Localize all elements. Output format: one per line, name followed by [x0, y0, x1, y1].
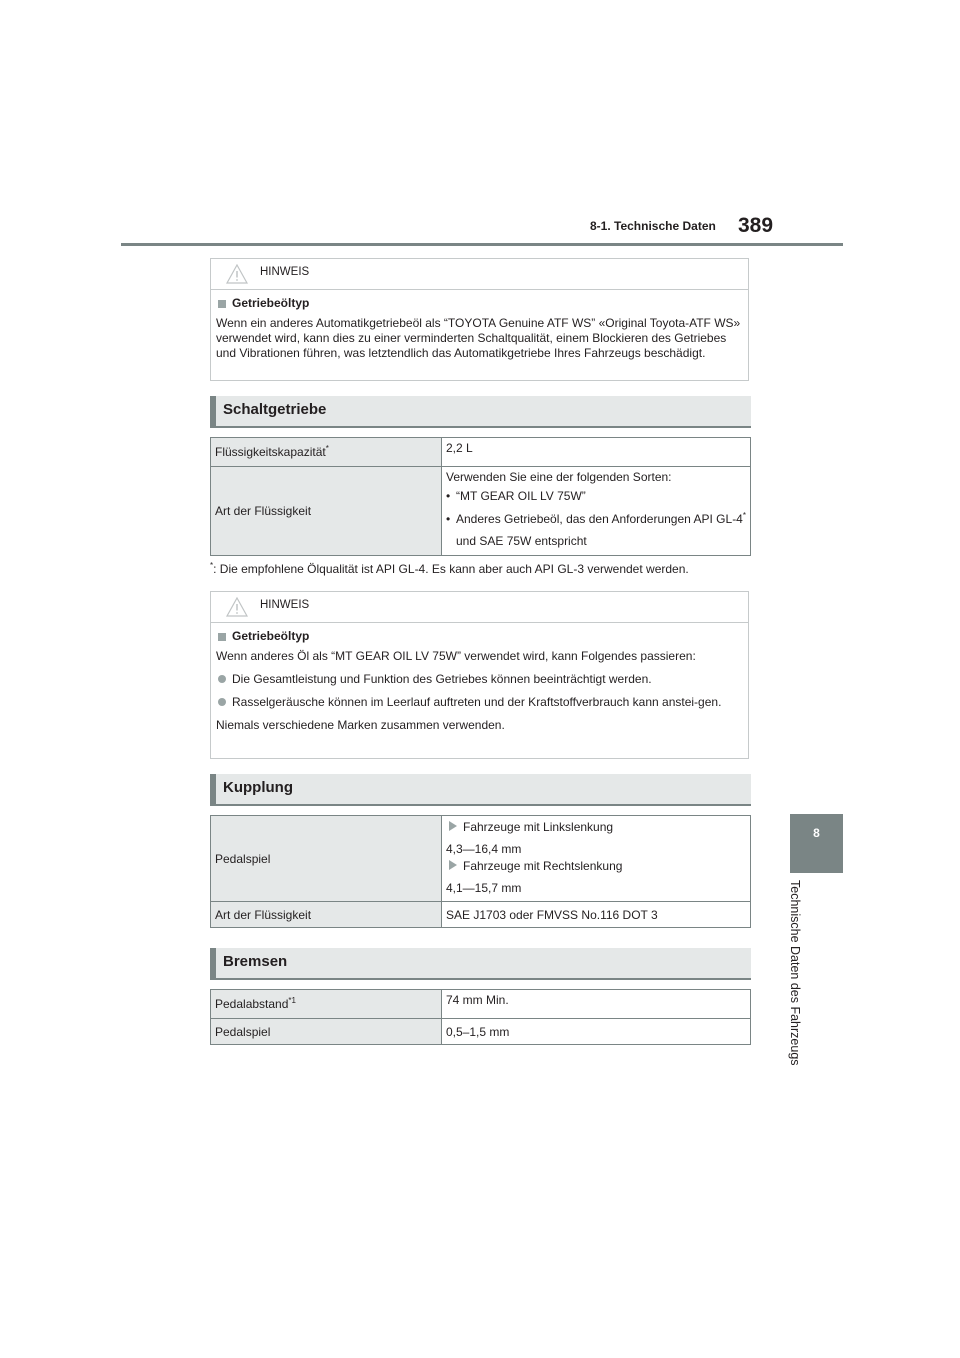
table-key: Pedalspiel	[211, 816, 442, 902]
table-value: 0,5–1,5 mm	[442, 1019, 751, 1045]
circle-bullet-icon	[218, 675, 226, 683]
table-key: Flüssigkeitskapazität*	[211, 438, 442, 467]
section-title: Schaltgetriebe	[223, 401, 327, 418]
table-value	[442, 816, 751, 902]
table-value: 2,2 L	[442, 438, 751, 467]
section-heading-kupplung	[210, 774, 751, 806]
arrow-right-icon	[449, 821, 457, 831]
section-reference: 8-1. Technische Daten	[590, 219, 716, 233]
notice-box-mt-oil	[210, 591, 749, 759]
list-item: Rasselgeräusche können im Leerlauf auftreten und der Kraftstoffverbrauch kann anstei-gen.	[216, 695, 743, 710]
section-title: Kupplung	[223, 779, 293, 796]
notice-header	[211, 259, 748, 290]
lhd-label: Fahrzeuge mit Linkslenkung	[446, 819, 746, 836]
warning-triangle-icon	[226, 597, 248, 617]
spec-table-bremsen	[210, 989, 751, 1045]
square-bullet-icon	[218, 300, 226, 308]
chapter-number: 8	[813, 826, 820, 840]
table-key: Pedalspiel	[211, 1019, 442, 1045]
spec-table-kupplung	[210, 815, 751, 928]
list-item: • “MT GEAR OIL LV 75W”	[446, 489, 586, 503]
table-value: 74 mm Min.	[442, 990, 751, 1019]
chapter-tab[interactable]	[790, 814, 843, 873]
notice-closing: Niemals verschiedene Marken zusammen verwenden.	[216, 718, 505, 732]
list-item: • Anderes Getriebeöl, das den Anforderungen API GL-4* und SAE 75W entspricht	[446, 511, 746, 548]
rhd-label: Fahrzeuge mit Rechtslenkung	[446, 858, 746, 875]
rhd-value: 4,1—15,7 mm	[446, 881, 522, 895]
table-row	[211, 990, 751, 1019]
page-number: 389	[738, 214, 774, 237]
fluid-intro: Verwenden Sie eine der folgenden Sorten:	[446, 470, 672, 484]
table-key: Pedalabstand$^{*1}$	[211, 990, 442, 1019]
square-bullet-icon	[218, 633, 226, 641]
table-row	[211, 467, 751, 556]
header-divider	[121, 243, 843, 246]
chapter-title: Technische Daten des Fahrzeugs	[788, 880, 802, 1066]
footnote: *: Die empfohlene Ölqualität ist API GL-4. Es kann aber auch API GL-3 verwendet werden.	[210, 561, 689, 576]
table-value	[442, 467, 751, 556]
section-heading-schaltgetriebe	[210, 396, 751, 428]
table-value: SAE J1703 oder FMVSS No.116 DOT 3	[442, 902, 751, 928]
notice-subheading: Getriebeöltyp	[232, 296, 310, 310]
table-row	[211, 438, 751, 467]
notice-title: HINWEIS	[260, 599, 310, 611]
arrow-right-icon	[449, 860, 457, 870]
section-title: Bremsen	[223, 953, 288, 970]
warning-triangle-icon	[226, 264, 248, 284]
notice-text: Wenn ein anderes Automatikgetriebeöl als “TOYOTA Genuine ATF WS” «Original Toyota-ATF WS» verwendet wird, kann dies zu einer verminderten Schaltqualität, einem Blockieren des Getriebes und Vibrationen führen, was letztendlich das Automatikgetriebe Ihres Fahrzeugs beschädigt.	[216, 316, 741, 360]
table-row	[211, 1019, 751, 1045]
notice-header	[211, 592, 748, 623]
circle-bullet-icon	[218, 698, 226, 706]
table-key: Art der Flüssigkeit	[211, 467, 442, 556]
notice-subheading: Getriebeöltyp	[232, 629, 310, 643]
section-heading-bremsen	[210, 948, 751, 980]
spec-table-schaltgetriebe	[210, 437, 751, 556]
notice-box-atf	[210, 258, 749, 381]
notice-title: HINWEIS	[260, 266, 310, 278]
table-row	[211, 816, 751, 902]
table-row	[211, 902, 751, 928]
table-key: Art der Flüssigkeit	[211, 902, 442, 928]
lhd-value: 4,3—16,4 mm	[446, 842, 522, 856]
notice-intro: Wenn anderes Öl als “MT GEAR OIL LV 75W” verwendet wird, kann Folgendes passieren:	[216, 649, 696, 663]
list-item: Die Gesamtleistung und Funktion des Getriebes können beeinträchtigt werden.	[216, 672, 743, 687]
